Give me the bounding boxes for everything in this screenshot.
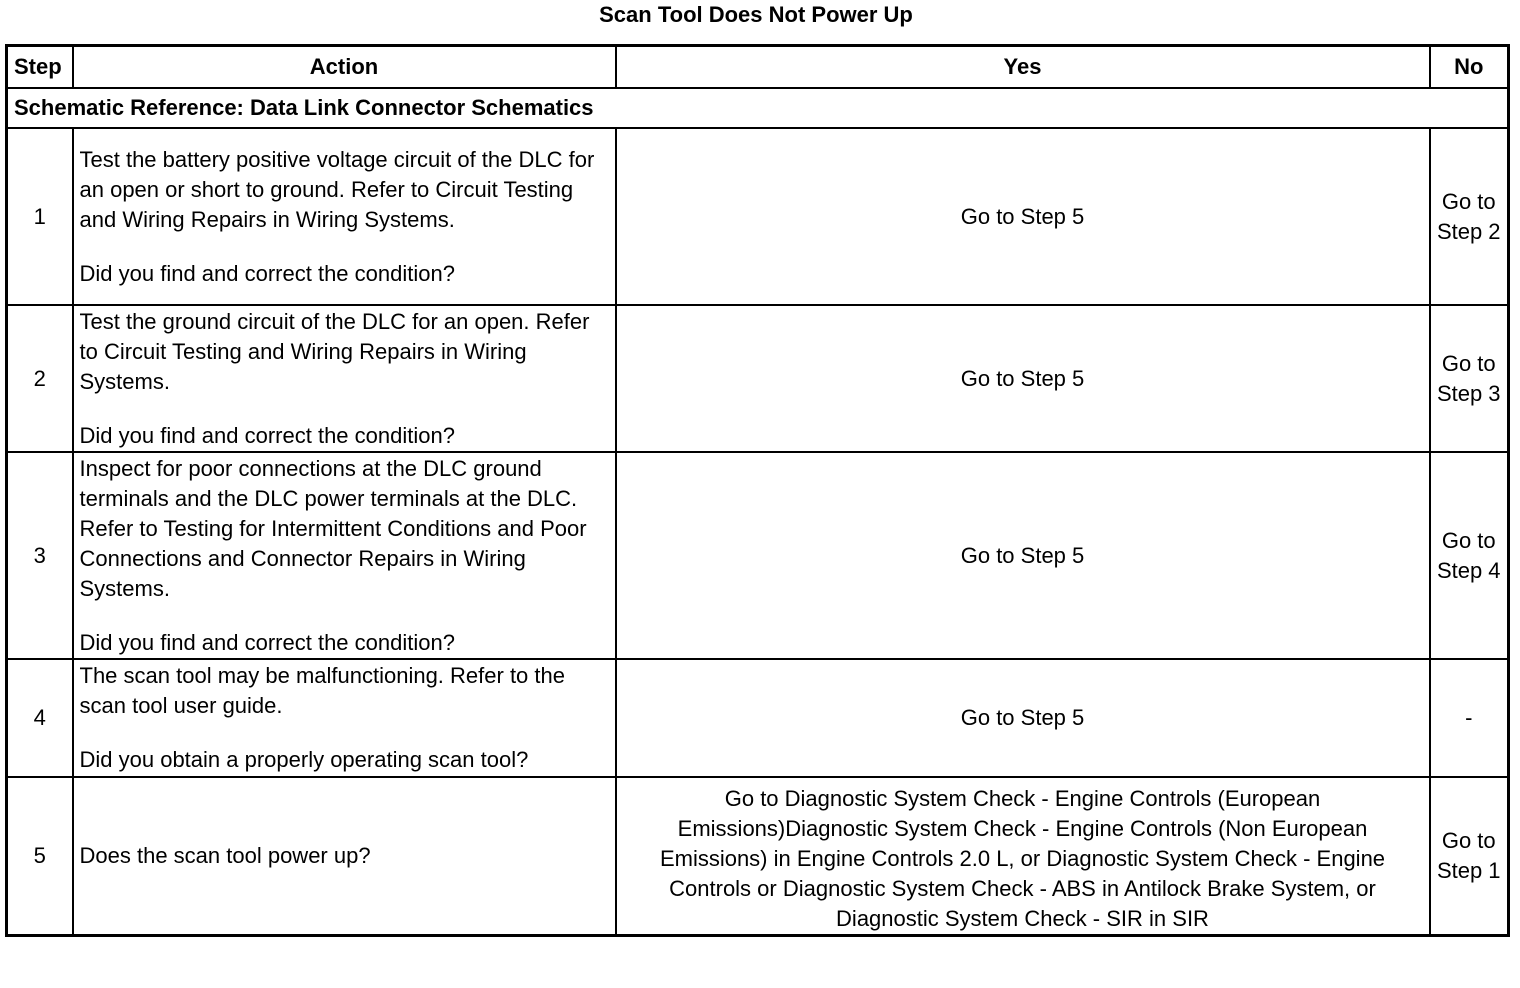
table-row <box>7 452 1509 659</box>
table-row <box>7 777 1509 936</box>
action-question: Did you find and correct the condition? <box>79 422 455 448</box>
action-text: Does the scan tool power up? <box>79 843 371 868</box>
action-cell <box>73 777 616 936</box>
action-text: Inspect for poor connections at the DLC ground terminals and the DLC power terminals at the DLC. Refer to Testing for Intermittent Conditions and Poor Connections and Connector Repairs in Wiring Systems. <box>79 455 587 601</box>
action-text: Test the ground circuit of the DLC for an open. Refer to Circuit Testing and Wiring Repairs in Wiring Systems. <box>79 308 590 394</box>
header-yes: Yes <box>616 46 1430 89</box>
no-cell: Go to Step 3 <box>1430 305 1509 452</box>
yes-cell: Go to Step 5 <box>616 305 1430 452</box>
action-cell <box>73 452 616 659</box>
schematic-reference: Schematic Reference: Data Link Connector Schematics <box>7 88 1509 128</box>
diagnostic-table <box>5 44 1510 937</box>
table-row <box>7 305 1509 452</box>
step-number: 2 <box>7 305 73 452</box>
schematic-reference-row <box>7 88 1509 128</box>
step-number: 5 <box>7 777 73 936</box>
step-number: 1 <box>7 128 73 305</box>
no-cell: Go to Step 1 <box>1430 777 1509 936</box>
action-cell <box>73 659 616 777</box>
table-row <box>7 128 1509 305</box>
header-row <box>7 46 1509 89</box>
action-question: Did you obtain a properly operating scan tool? <box>79 747 529 772</box>
page-title: Scan Tool Does Not Power Up <box>599 2 913 27</box>
action-cell <box>73 128 616 305</box>
no-cell: Go to Step 2 <box>1430 128 1509 305</box>
no-cell: - <box>1430 659 1509 777</box>
yes-cell: Go to Diagnostic System Check - Engine Controls (European Emissions)Diagnostic System Check - Engine Controls (Non European Emissions) in Engine Controls 2.0 L, or Diagnostic System Check - Engine Controls or Diagnostic System Check - ABS in Antilock Brake System, or Diagnostic System Check - SIR in SIR <box>616 777 1430 936</box>
action-cell <box>73 305 616 452</box>
step-number: 4 <box>7 659 73 777</box>
action-text: Test the battery positive voltage circuit of the DLC for an open or short to ground. Refer to Circuit Testing and Wiring Repairs in Wiring Systems. <box>79 146 595 232</box>
step-number: 3 <box>7 452 73 659</box>
action-question: Did you find and correct the condition? <box>79 260 455 286</box>
action-question: Did you find and correct the condition? <box>79 629 455 655</box>
yes-cell: Go to Step 5 <box>616 452 1430 659</box>
no-cell: Go to Step 4 <box>1430 452 1509 659</box>
table-row <box>7 659 1509 777</box>
header-action: Action <box>73 46 616 89</box>
header-no: No <box>1430 46 1509 89</box>
action-text: The scan tool may be malfunctioning. Refer to the scan tool user guide. <box>79 663 565 718</box>
header-step: Step <box>7 46 73 89</box>
yes-cell: Go to Step 5 <box>616 659 1430 777</box>
yes-cell: Go to Step 5 <box>616 128 1430 305</box>
